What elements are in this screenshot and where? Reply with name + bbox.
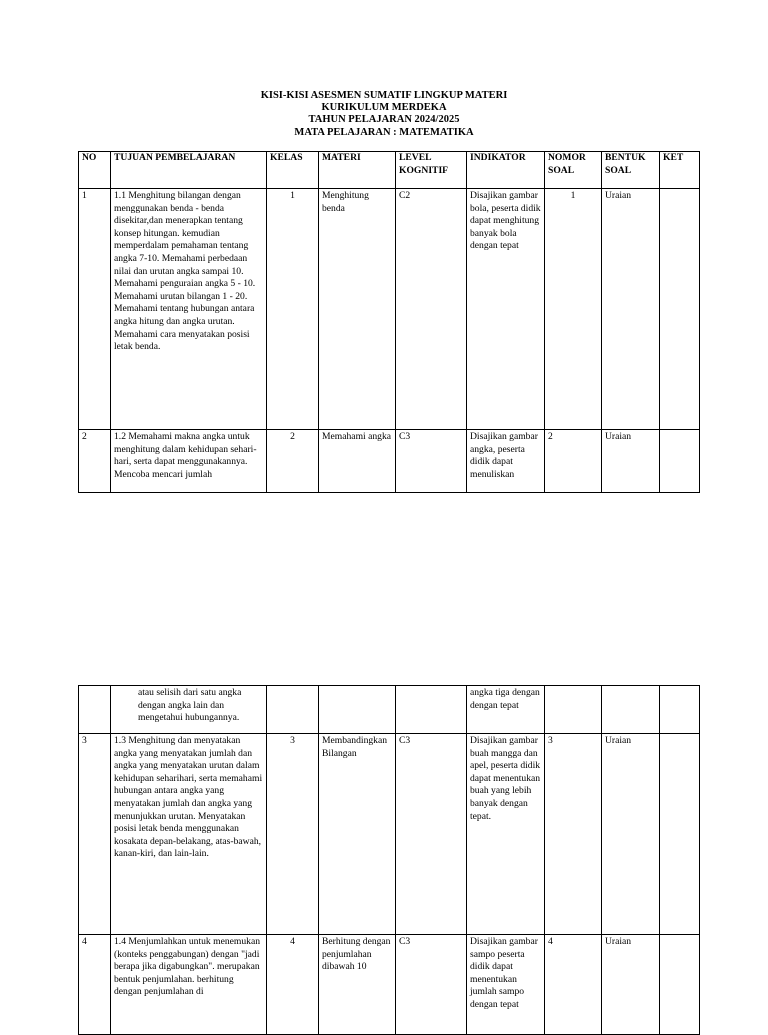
cell-no: 4	[79, 935, 111, 1035]
col-header-ket: KET	[660, 152, 700, 189]
cell-tujuan: 1.1 Menghitung bilangan dengan menggunakan benda - benda disekitar,dan menerapkan tentang konsep hitungan. kemudian memperdalam pemahaman tentang angka 7-10. Memahami perbedaan nilai dan urutan angka sampai 10. Memahami penguraian angka 5 - 10. Memahami urutan bilangan 1 - 20. Memahami tentang hubungan antara angka hitung dan angka urutan. Memahami cara menyatakan posisi letak benda.	[111, 189, 267, 430]
cell-bentuk: Uraian	[602, 189, 660, 430]
cell-materi: Menghitung benda	[319, 189, 396, 430]
title-line-3: TAHUN PELAJARAN 2024/2025	[308, 114, 460, 126]
cell-nomor	[545, 686, 602, 734]
cell-no	[79, 686, 111, 734]
cell-kelas: 2	[267, 430, 319, 493]
col-header-indikator: INDIKATOR	[467, 152, 545, 189]
cell-indikator: Disajikan gambar bola, peserta didik dapat menghitung banyak bola dengan tepat	[467, 189, 545, 430]
cell-no: 2	[79, 430, 111, 493]
kisi-kisi-table-page-1	[78, 151, 700, 493]
table-row-continued	[79, 686, 700, 734]
col-header-kelas: KELAS	[267, 152, 319, 189]
col-header-nomor: NOMOR SOAL	[545, 152, 602, 189]
table-row	[79, 935, 700, 1035]
title-line-1: KISI-KISI ASESMEN SUMATIF LINGKUP MATERI	[260, 90, 508, 101]
cell-tujuan: 1.4 Menjumlahkan untuk menemukan (konteks penggabungan) dengan "jadi berapa jika digabungkan". merupakan bentuk penjumlahan. berhitung dengan penjumlahan di	[111, 935, 267, 1035]
cell-materi: Berhitung dengan penjumlahan dibawah 10	[319, 935, 396, 1035]
cell-no: 3	[79, 734, 111, 935]
cell-tujuan: 1.3 Menghitung dan menyatakan angka yang menyatakan jumlah dan angka yang menyatakan urutan dalam kehidupan seharihari, serta memahami hubungan antara angka yang menyatakan jumlah dan angka yang menunjukkan urutan. Menyatakan posisi letak benda menggunakan kosakata depan-belakang, atas-bawah, kanan-kiri, dan lain-lain.	[111, 734, 267, 935]
title-line-4: MATA PELAJARAN : MATEMATIKA	[294, 126, 474, 138]
cell-kelas: 4	[267, 935, 319, 1035]
cell-bentuk	[602, 686, 660, 734]
cell-kelas: 1	[267, 189, 319, 430]
cell-ket	[660, 734, 700, 935]
cell-level: C3	[396, 430, 467, 493]
cell-nomor: 3	[545, 734, 602, 935]
col-header-level: LEVEL KOGNITIF	[396, 152, 467, 189]
cell-level	[396, 686, 467, 734]
cell-indikator: angka tiga dengan dengan tepat	[467, 686, 545, 734]
cell-no: 1	[79, 189, 111, 430]
table-header-row	[79, 152, 700, 189]
title-line-2: KURIKULUM MERDEKA	[321, 102, 447, 114]
cell-materi: Membandingkan Bilangan	[319, 734, 396, 935]
col-header-tujuan: TUJUAN PEMBELAJARAN	[111, 152, 267, 189]
cell-bentuk: Uraian	[602, 935, 660, 1035]
cell-ket	[660, 686, 700, 734]
cell-bentuk: Uraian	[602, 430, 660, 493]
cell-indikator: Disajikan gambar angka, peserta didik dapat menuliskan	[467, 430, 545, 493]
cell-level: C2	[396, 189, 467, 430]
cell-tujuan: atau selisih dari satu angka dengan angka lain dan mengetahui hubungannya.	[111, 686, 267, 734]
cell-kelas	[267, 686, 319, 734]
table-row	[79, 189, 700, 430]
cell-indikator: Disajikan gambar sampo peserta didik dapat menentukan jumlah sampo dengan tepat	[467, 935, 545, 1035]
document-title	[0, 90, 768, 139]
cell-ket	[660, 935, 700, 1035]
cell-materi	[319, 686, 396, 734]
cell-bentuk: Uraian	[602, 734, 660, 935]
col-header-materi: MATERI	[319, 152, 396, 189]
cell-indikator: Disajikan gambar buah mangga dan apel, peserta didik dapat menentukan buah yang lebih banyak dengan tepat.	[467, 734, 545, 935]
cell-level: C3	[396, 734, 467, 935]
cell-materi: Memahami angka	[319, 430, 396, 493]
col-header-no: NO	[79, 152, 111, 189]
cell-ket	[660, 430, 700, 493]
cell-level: C3	[396, 935, 467, 1035]
kisi-kisi-table-page-2	[78, 685, 700, 1035]
cell-kelas: 3	[267, 734, 319, 935]
cell-ket	[660, 189, 700, 430]
cell-nomor: 2	[545, 430, 602, 493]
cell-nomor: 4	[545, 935, 602, 1035]
table-row	[79, 734, 700, 935]
cell-tujuan: 1.2 Memahami makna angka untuk menghitung dalam kehidupan sehari-hari, serta dapat menggunakannya. Mencoba mencari jumlah	[111, 430, 267, 493]
table-row	[79, 430, 700, 493]
cell-nomor: 1	[545, 189, 602, 430]
col-header-bentuk: BENTUK SOAL	[602, 152, 660, 189]
